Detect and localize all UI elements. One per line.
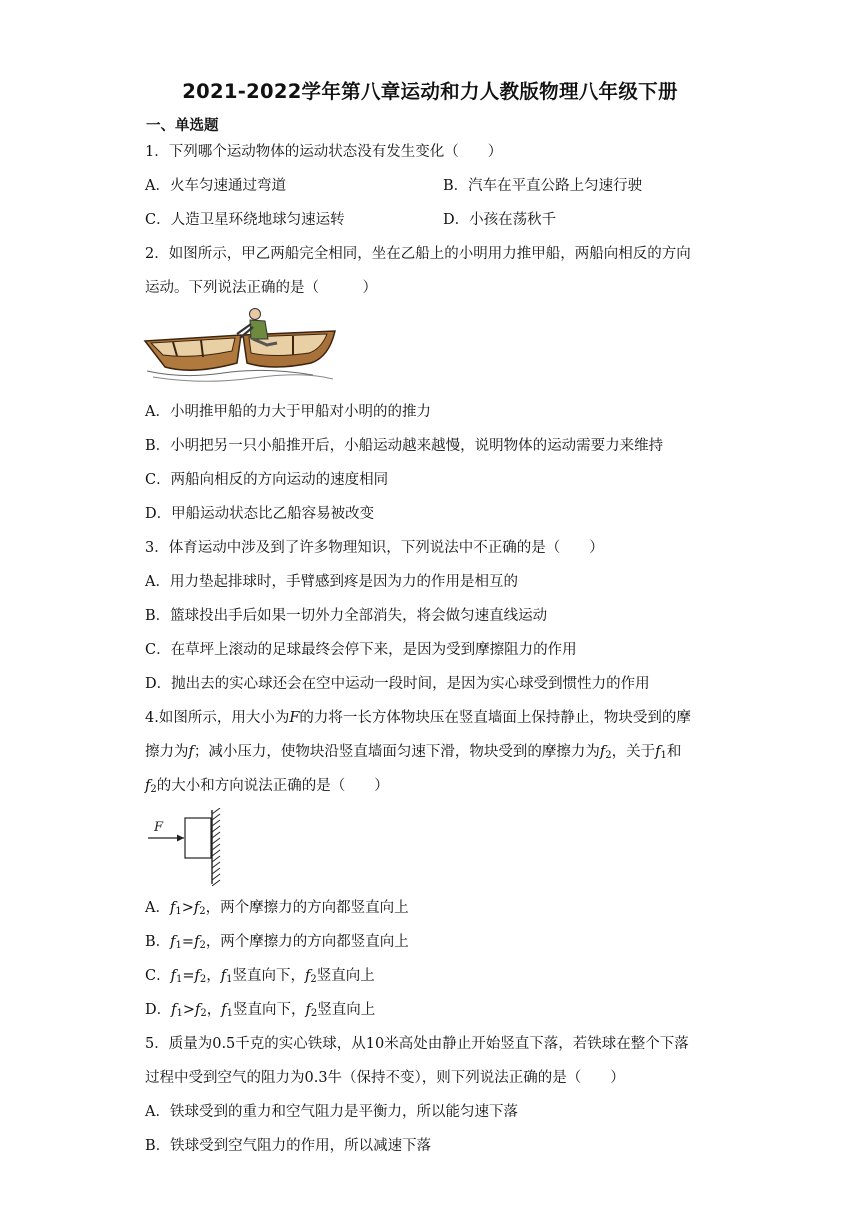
q4-text: 的大小和方向说法正确的是（ ） — [156, 778, 389, 794]
relation-sign: = — [182, 968, 195, 984]
q4-var-f1: f — [655, 744, 661, 760]
q1-option-b[interactable]: B．汽车在平直公路上匀速行驶 — [443, 178, 643, 194]
force-label: F — [154, 820, 164, 835]
q4-sub: 2 — [199, 974, 207, 985]
q4-var-f1: f — [221, 1002, 227, 1018]
q2-stem-line1: 2．如图所示，甲乙两船完全相同，坐在乙船上的小明用力推甲船，两船向相反的方向 — [145, 246, 691, 262]
q4-sub: 2 — [200, 1008, 207, 1019]
q4-option-c[interactable] — [145, 964, 375, 985]
q5-option-b[interactable]: B．铁球受到空气阻力的作用，所以减速下落 — [145, 1138, 432, 1154]
q4-var-f1: f — [170, 934, 176, 950]
q4-option-d[interactable] — [145, 998, 375, 1019]
q3-option-a[interactable]: A．用力垫起排球时，手臂感到疼是因为力的作用是相互的 — [145, 574, 518, 590]
q4-var-f2: f — [305, 1002, 311, 1018]
q4-var-f: f — [188, 744, 194, 760]
option-letter: B． — [145, 934, 171, 950]
relation-sign: > — [181, 900, 194, 916]
q4-stem-line1 — [145, 706, 691, 727]
q4-sub: 1 — [660, 750, 667, 761]
q4-var-f1: f — [171, 1002, 177, 1018]
q4-var-f2: f — [599, 744, 606, 760]
q4-var-F: F — [289, 710, 300, 726]
q4-var-f1: f — [170, 968, 176, 984]
option-letter: C． — [145, 968, 171, 984]
q2-option-a[interactable]: A．小明推甲船的力大于甲船对小明的的推力 — [145, 404, 431, 420]
q4-option-b[interactable] — [145, 930, 409, 951]
q4-var-f2: f — [194, 934, 200, 950]
q2-option-d[interactable]: D．甲船运动状态比乙船容易被改变 — [145, 506, 375, 522]
q2-option-c[interactable]: C．两船向相反的方向运动的速度相同 — [145, 472, 389, 488]
option-text: 竖直向下， — [232, 968, 306, 984]
option-text: ， — [206, 1002, 222, 1018]
q5-option-a[interactable]: A．铁球受到的重力和空气阻力是平衡力，所以能匀速下落 — [145, 1104, 518, 1120]
q4-text: ，关于 — [611, 744, 656, 760]
q4-option-a[interactable] — [145, 896, 409, 917]
q4-sub: 2 — [310, 974, 317, 985]
q4-stem-line3 — [145, 774, 389, 795]
q3-option-d[interactable]: D．抛出去的实心球还会在空中运动一段时间，是因为实心球受到惯性力的作用 — [145, 676, 650, 692]
q3-option-c[interactable]: C．在草坪上滚动的足球最终会停下来，是因为受到摩擦阻力的作用 — [145, 642, 577, 658]
q4-var-f2: f — [194, 968, 200, 984]
q4-var-f2: f — [145, 778, 151, 794]
q1-option-a[interactable]: A．火车匀速通过弯道 — [145, 178, 286, 194]
option-text: 竖直向上 — [317, 1002, 376, 1018]
option-letter: D． — [145, 1002, 172, 1018]
q4-sub: 2 — [605, 750, 612, 761]
q4-sub: 1 — [226, 974, 233, 985]
q3-option-b[interactable]: B．篮球投出手后如果一切外力全部消失，将会做匀速直线运动 — [145, 608, 548, 624]
option-letter: A． — [145, 900, 170, 916]
q1-option-d[interactable]: D．小孩在荡秋千 — [443, 212, 557, 228]
q2-option-b[interactable]: B．小明把另一只小船推开后，小船运动越来越慢，说明物体的运动需要力来维持 — [145, 438, 664, 454]
q4-sub: 1 — [226, 1008, 234, 1019]
q4-sub: 1 — [175, 906, 182, 917]
q5-stem-line2: 过程中受到空气的阻力为0.3牛（保持不变），则下列说法正确的是（ ） — [145, 1070, 625, 1086]
option-text: 竖直向上 — [316, 968, 375, 984]
q4-var-f2: f — [195, 1002, 201, 1018]
section-heading: 一、单选题 — [146, 118, 219, 134]
q4-text: ；减小压力，使物块沿竖直墙面匀速下滑，物块受到的摩擦力为 — [193, 744, 600, 760]
q4-sub: 2 — [310, 1008, 318, 1019]
q4-sub: 2 — [199, 906, 206, 917]
option-text: ， — [206, 968, 221, 984]
q4-sub: 1 — [175, 974, 183, 985]
q4-sub: 1 — [175, 940, 182, 951]
q4-text: 和 — [666, 744, 682, 760]
q4-sub: 2 — [150, 784, 157, 795]
option-text: 竖直向下， — [233, 1002, 306, 1018]
q4-text: 的力将一长方体物块压在竖直墙面上保持静止，物块受到的摩 — [299, 710, 691, 726]
option-text: ，两个摩擦力的方向都竖直向上 — [205, 934, 409, 950]
document-title: 2021-2022学年第八章运动和力人教版物理八年级下册 — [182, 80, 678, 103]
relation-sign: = — [181, 934, 195, 950]
q4-var-f2: f — [193, 900, 200, 916]
q1-option-c[interactable]: C．人造卫星环绕地球匀速运转 — [145, 212, 345, 228]
q1-stem: 1．下列哪个运动物体的运动状态没有发生变化（ ） — [145, 144, 503, 160]
q4-sub: 2 — [199, 940, 206, 951]
q3-stem: 3．体育运动中涉及到了许多物理知识，下列说法中不正确的是（ ） — [145, 540, 604, 556]
q4-sub: 1 — [176, 1008, 183, 1019]
boats-figure — [143, 305, 338, 387]
q4-stem-line2 — [145, 740, 681, 761]
option-text: ，两个摩擦力的方向都竖直向上 — [205, 900, 409, 916]
q4-var-f1: f — [220, 968, 227, 984]
q4-var-f1: f — [169, 900, 176, 916]
q4-text: 擦力为 — [145, 744, 189, 760]
relation-sign: > — [182, 1002, 196, 1018]
q4-var-f2: f — [305, 968, 311, 984]
q5-stem-line1: 5．质量为0.5千克的实心铁球，从10米高处由静止开始竖直下落，若铁球在整个下落 — [145, 1036, 689, 1052]
block-wall-figure — [144, 808, 226, 886]
q4-text: 4.如图所示，用大小为 — [145, 710, 290, 726]
q2-stem-line2: 运动。下列说法正确的是（ ） — [145, 280, 377, 296]
